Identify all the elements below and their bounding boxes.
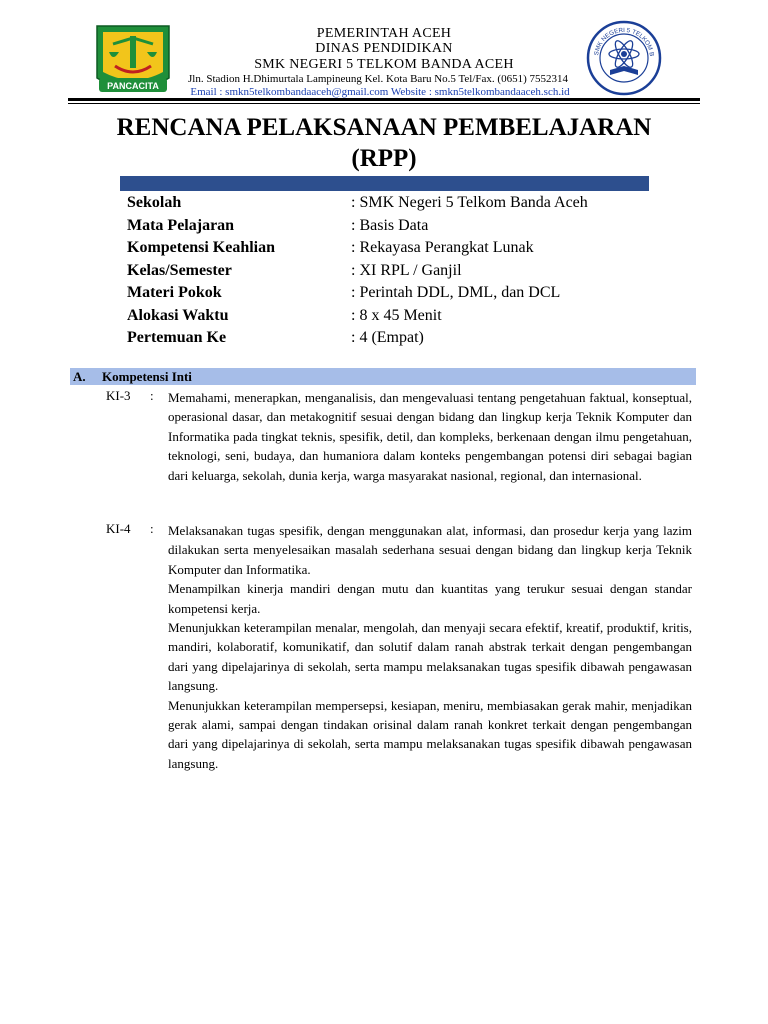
letterhead-divider-thin	[68, 103, 700, 104]
ki4-colon: :	[150, 521, 154, 536]
header-contacts: Email : smkn5telkombandaaceh@gmail.com Website : smkn5telkombandaaceh.sch.id	[190, 86, 570, 98]
document-title: RENCANA PELAKSANAAN PEMBELAJARAN	[116, 114, 652, 141]
header-school: SMK NEGERI 5 TELKOM BANDA ACEH	[254, 57, 514, 72]
ki3-text	[168, 388, 692, 485]
ki4-item	[106, 521, 692, 773]
info-value: : XI RPL / Ganjil	[351, 261, 462, 279]
section-title: Kompetensi Inti	[102, 368, 192, 384]
info-value: : Basis Data	[351, 216, 429, 234]
header-government: PEMERINTAH ACEH	[316, 26, 452, 41]
info-row-time	[127, 305, 667, 328]
header-department: DINAS PENDIDIKAN	[315, 41, 453, 56]
ki3-colon: :	[150, 388, 154, 403]
info-label: Pertemuan Ke	[127, 329, 227, 347]
info-row-competency	[127, 237, 667, 260]
ki4-paragraph-1: Melaksanakan tugas spesifik, dengan menggunakan alat, informasi, dan prosedur kerja yang lazim dilakukan serta menyelesaikan masalah sederhana sesuai dengan bidang dan lingkup kerja Teknik Komputer dan Informatika.	[168, 523, 692, 577]
ki4-text	[168, 521, 692, 773]
info-value: : 4 (Empat)	[351, 329, 424, 347]
info-row-subject	[127, 215, 667, 238]
info-label: Kompetensi Keahlian	[127, 239, 276, 257]
ki4-paragraph-4: Menunjukkan keterampilan mempersepsi, kesiapan, meniru, membiasakan gerak mahir, menjadikan gerak alami, sampai dengan tindakan orisinal dalam ranah konkret terkait dengan pengembangan dari yang dipelajarinya di sekolah, serta mampu melaksanakan tugas spesifik dibawah pengawasan langsung.	[168, 697, 692, 771]
ki3-item	[106, 388, 692, 485]
section-letter: A.	[73, 368, 86, 384]
info-label: Materi Pokok	[127, 284, 222, 302]
info-label: Sekolah	[127, 194, 182, 212]
ki3-code: KI-3	[106, 388, 131, 403]
info-row-class	[127, 260, 667, 283]
section-heading	[70, 368, 696, 385]
header-address: Jln. Stadion H.Dhimurtala Lampineung Kel. Kota Baru No.5 Tel/Fax. (0651) 7552314	[188, 73, 568, 85]
info-label: Kelas/Semester	[127, 261, 232, 279]
ki3-paragraph: Memahami, menerapkan, menganalisis, dan mengevaluasi tentang pengetahuan faktual, konseptual, operasional dasar, dan metakognitif sesuai dengan bidang dan lingkup kerja Teknik Komputer dan Informatika pada tingkat teknis, spesifik, detil, dan kompleks, berkenaan dengan ilmu pengetahuan, teknologi, seni, budaya, dan humaniora dalam konteks pengembangan potensi diri sebagai bagian dari keluarga, sekolah, dunia kerja, warga masyarakat nasional, regional, dan internasional.	[168, 390, 692, 483]
letterhead-divider	[68, 98, 700, 101]
document-subtitle: (RPP)	[351, 145, 417, 172]
info-row-meeting	[127, 327, 667, 350]
info-value: : Perintah DDL, DML, dan DCL	[351, 284, 561, 302]
info-label: Mata Pelajaran	[127, 216, 235, 234]
ki4-paragraph-2: Menampilkan kinerja mandiri dengan mutu dan kuantitas yang terukur sesuai dengan standar kompetensi kerja.	[168, 581, 692, 616]
ki4-paragraph-3: Menunjukkan keterampilan menalar, mengolah, dan menyaji secara efektif, kreatif, produktif, kritis, mandiri, kolaboratif, komunikatif, dan solutif dalam ranah abstrak terkait dengan pengembangan dari yang dipelajarinya di sekolah, serta mampu melaksanakan tugas spesifik dibawah pengawasan langsung.	[168, 620, 692, 694]
emblem-text: SMK NEGERI 5 TELKOM B	[593, 26, 655, 57]
info-row-school	[127, 192, 667, 215]
title-bar	[120, 176, 649, 191]
info-row-topic	[127, 282, 667, 305]
pancacita-label: PANCACITA	[107, 81, 159, 91]
info-value: : SMK Negeri 5 Telkom Banda Aceh	[351, 194, 588, 212]
info-value: : 8 x 45 Menit	[351, 306, 442, 324]
ki4-code: KI-4	[106, 521, 131, 536]
info-value: : Rekayasa Perangkat Lunak	[351, 239, 534, 257]
identity-table	[127, 192, 667, 350]
info-label: Alokasi Waktu	[127, 306, 229, 324]
